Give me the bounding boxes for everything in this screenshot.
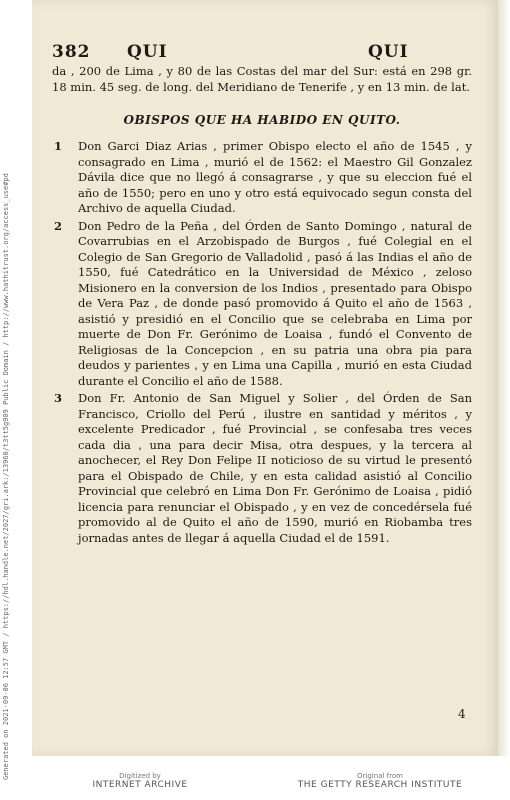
entry-number: 1 (54, 139, 63, 153)
page-edge (498, 0, 510, 756)
footer-digitized (40, 772, 240, 790)
page-number: 382 (52, 42, 91, 62)
footer-original (280, 772, 480, 790)
section-heading: OBISPOS QUE HA HABIDO EN QUITO. (123, 113, 401, 127)
footer-original-source: THE GETTY RESEARCH INSTITUTE (297, 780, 463, 790)
list-item (52, 391, 472, 546)
left-margin (0, 0, 32, 780)
running-header (52, 42, 472, 66)
header-word-right: QUI (368, 42, 409, 62)
entry-number: 2 (54, 218, 63, 233)
list-item (52, 219, 472, 390)
entry-text: Don Fr. Antonio de San Miguel y Solier , del Órden de San Francisco, Criollo del Perú , ilustre en santidad y méritos , y excelente Predicador , fué Provincial , se confesaba tres veces cada dia , una para decir Misa, otra despues, y la tercera al anochecer, el Rey Don Felipe II noticioso de su virtud le presentó para el Obispado de Chile, y en esta calidad asistió al Concilio Provincial que celebró en Lima Don Fr. Gerónimo de Loaisa , pidió licencia para renunciar el Obispado , y en vez de concedérsela fué promovido al de Quito el año de 1590, murió en Riobamba tres jornadas antes de llegar á aquella Ciudad el de 1591. (78, 391, 472, 545)
catchword: 4 (458, 707, 466, 721)
list-item (52, 139, 472, 217)
footer-digitized-label: Digitized by (119, 772, 161, 780)
entry-text: Don Pedro de la Peña , del Órden de Santo Domingo , natural de Covarrubias en el Arzobispado de Burgos , fué Colegial en el Colegio de San Gregorio de Valladolid , pasó á las Indias el año de 1550, fué Catedrático en la Universidad de México , zeloso Misionero en la conversion de los Indios , presentado para Obispo de Vera Paz , de donde pasó promovido á Quito el año de 1563 , asistió y presidió en el Concilio que se celebraba en Lima por muerte de Don Fr. Gerónimo de Loaisa , fundó el Convento de Religiosas de la Concepcion , en su patria una obra pia para deudos y parientes , y en Lima una Capilla , murió en esta Ciudad durante el Concilio el año de 1588. (78, 218, 472, 388)
intro-paragraph: da , 200 de Lima , y 80 de las Costas del mar del Sur: está en 298 gr. 18 min. 45 seg. de long. del Meridiano de Tenerife , y en 13 min. de lat. (52, 64, 472, 94)
page-content (52, 42, 472, 548)
header-word-left: QUI (127, 42, 168, 62)
footer-original-label: Original from (357, 772, 403, 780)
entry-number: 3 (54, 391, 63, 405)
footer-digitized-source: INTERNET ARCHIVE (92, 780, 188, 790)
entry-text: Don Garci Diaz Arias , primer Obispo electo el año de 1545 , y consagrado en Lima , murió el de 1562: el Maestro Gil Gonzalez Dávila dice que no llegó á consagrarse , y que su eleccion fué el año de 1550; pero en uno y otro está equivocado segun consta del Archivo de aquella Ciudad. (78, 139, 472, 215)
hathitrust-side-note: Generated on 2021-09-06 12:57 GMT / https://hdl.handle.net/2027/gri.ark:/13960/t3tt5g909 Public Domain / http://www.hathitrust.org/access_use#pd (2, 173, 10, 780)
